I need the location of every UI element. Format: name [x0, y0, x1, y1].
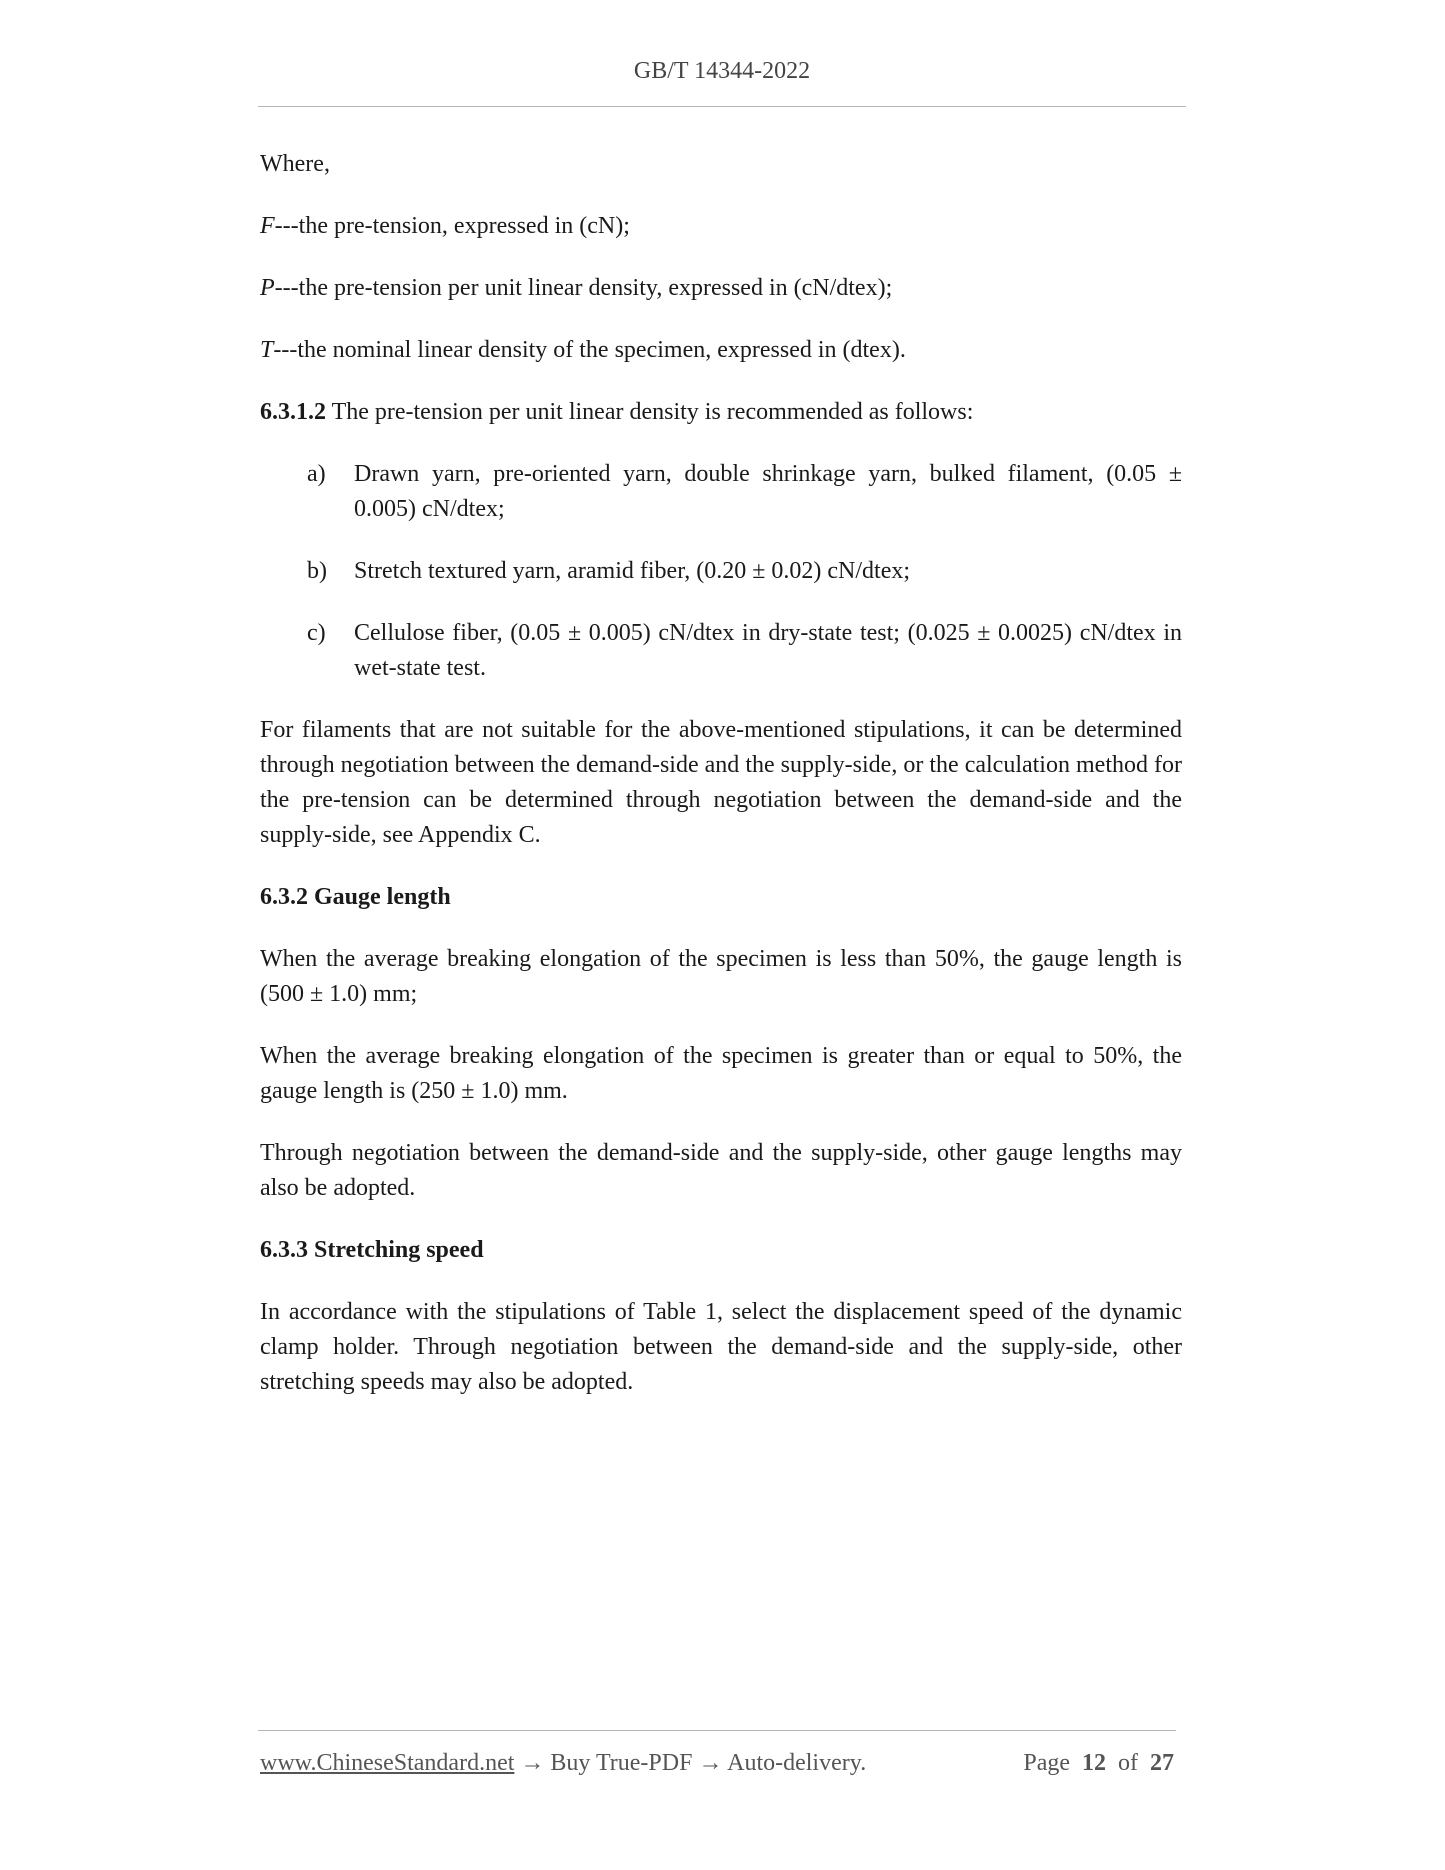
footer-divider — [258, 1730, 1176, 1731]
list-marker: a) — [307, 461, 326, 487]
list-item-text: Drawn yarn, pre-oriented yarn, double shrinkage yarn, bulked filament, (0.05 ± 0.005) cN/dtex; — [354, 461, 1182, 522]
list-item-b — [260, 554, 1182, 589]
page-current: 12 — [1082, 1750, 1106, 1776]
website-link[interactable]: www.ChineseStandard.net — [260, 1750, 515, 1776]
page-footer — [260, 1750, 1174, 1777]
clause-6-3-1-2 — [260, 395, 1182, 430]
gauge-paragraph-3: Through negotiation between the demand-side and the supply-side, other gauge lengths may also be adopted. — [260, 1140, 1182, 1201]
heading-gauge-length: 6.3.2 Gauge length — [260, 884, 451, 910]
symbol-f: F — [260, 213, 275, 239]
page-of: of — [1118, 1750, 1138, 1776]
definition-f-text: ---the pre-tension, expressed in (cN); — [274, 213, 630, 239]
definition-p-text: ---the pre-tension per unit linear density, expressed in (cN/dtex); — [274, 275, 893, 301]
speed-paragraph: In accordance with the stipulations of Table 1, select the displacement speed of the dynamic clamp holder. Through negotiation between the demand-side and the supply-side, other stretching speeds may also be adopted. — [260, 1299, 1182, 1395]
symbol-t: T — [260, 337, 274, 363]
definition-f — [260, 209, 1182, 244]
symbol-p: P — [260, 275, 275, 301]
header-divider — [258, 106, 1186, 107]
footer-tagline: → Buy True-PDF → Auto-delivery. — [514, 1750, 867, 1776]
clause-text: The pre-tension per unit linear density is recommended as follows: — [326, 399, 974, 425]
filaments-paragraph: For filaments that are not suitable for the above-mentioned stipulations, it can be determined through negotiation between the demand-side and the supply-side, or the calculation method for the pre-tension can be determined through negotiation between the demand-side and the supply-side, see Appendix C. — [260, 717, 1182, 848]
list-item-text: Cellulose fiber, (0.05 ± 0.005) cN/dtex in dry-state test; (0.025 ± 0.0025) cN/dtex in wet-state test. — [354, 620, 1182, 681]
clause-number: 6.3.1.2 — [260, 399, 326, 425]
page-header: GB/T 14344-2022 — [633, 58, 811, 84]
page-label: Page — [1023, 1750, 1070, 1776]
definition-t — [260, 333, 1182, 368]
list-marker: b) — [307, 558, 327, 584]
list-item-a — [260, 457, 1182, 527]
list-item-text: Stretch textured yarn, aramid fiber, (0.20 ± 0.02) cN/dtex; — [354, 558, 911, 584]
page-total: 27 — [1150, 1750, 1174, 1776]
heading-stretching-speed: 6.3.3 Stretching speed — [260, 1237, 484, 1263]
definition-t-text: ---the nominal linear density of the specimen, expressed in (dtex). — [273, 337, 906, 363]
where-text: Where, — [260, 151, 330, 177]
footer-left — [260, 1750, 866, 1777]
page-counter — [1023, 1750, 1174, 1777]
gauge-paragraph-1: When the average breaking elongation of the specimen is less than 50%, the gauge length is (500 ± 1.0) mm; — [260, 946, 1182, 1007]
gauge-paragraph-2: When the average breaking elongation of the specimen is greater than or equal to 50%, the gauge length is (250 ± 1.0) mm. — [260, 1043, 1182, 1104]
list-marker: c) — [307, 620, 326, 646]
definition-p — [260, 271, 1182, 306]
list-item-c — [260, 616, 1182, 686]
document-body — [260, 147, 1182, 1427]
